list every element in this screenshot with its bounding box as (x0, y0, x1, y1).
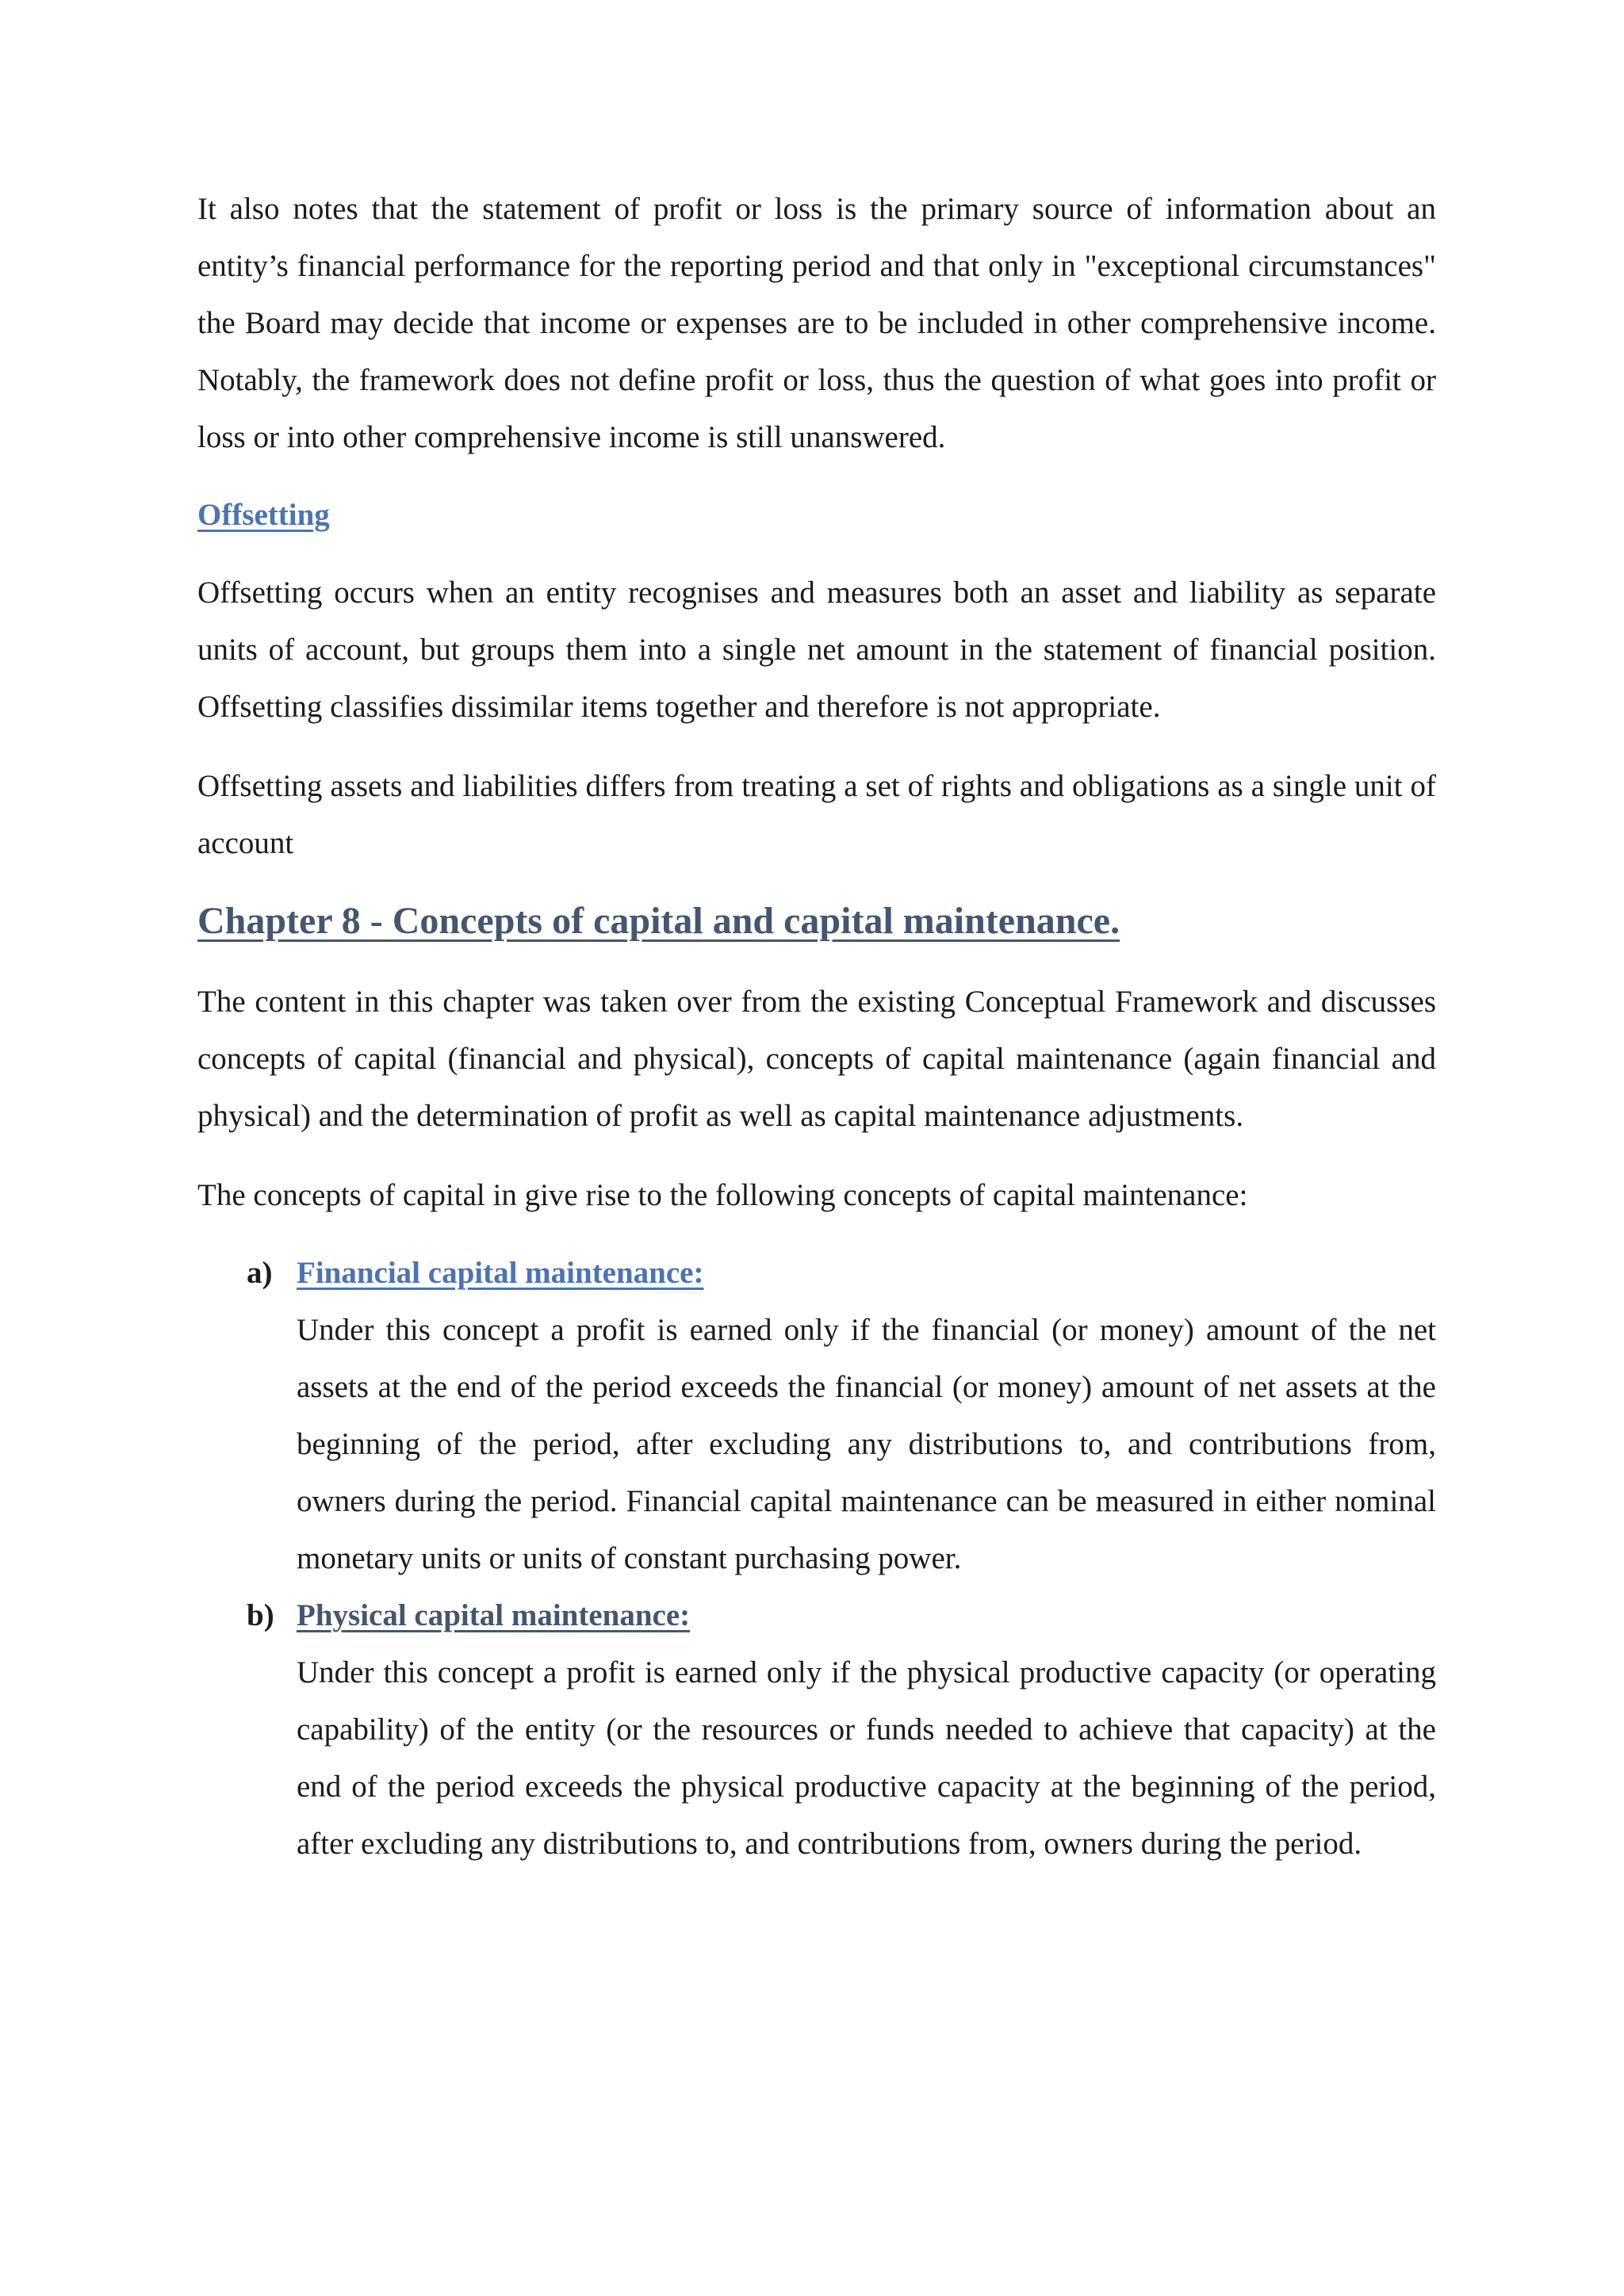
financial-capital-heading: Financial capital maintenance: (297, 1256, 704, 1290)
offsetting-paragraph-1: Offsetting occurs when an entity recognises and measures both an asset and liability as separate units of account, but groups them into a single net amount in the statement of financial position. Offsetting classifies dissimilar items together and therefore is not appropriate. (197, 576, 1436, 724)
list-marker-a: a) (247, 1256, 273, 1290)
chapter-paragraph-1: The content in this chapter was taken over from the existing Conceptual Framework and discusses concepts of capital (financial and physical), concepts of capital maintenance (again financial and physical) and the determination of profit as well as capital maintenance adjustments. (197, 985, 1436, 1133)
offsetting-paragraph-2: Offsetting assets and liabilities differs from treating a set of rights and obligations as a single unit of account (197, 769, 1436, 860)
list-item-physical (247, 1587, 1436, 1873)
list-marker-b: b) (247, 1598, 274, 1632)
intro-paragraph: It also notes that the statement of profit or loss is the primary source of information about an entity’s financial performance for the reporting period and that only in "exceptional circumstances" the Board may decide that income or expenses are to be included in other comprehensive income. Notably, the framework does not define profit or loss, thus the question of what goes into profit or loss or into other comprehensive income is still unanswered. (197, 192, 1436, 454)
chapter-paragraph-2: The concepts of capital in give rise to the following concepts of capital maintenance: (197, 1178, 1248, 1212)
offsetting-heading: Offsetting (197, 498, 330, 532)
chapter-8-heading: Chapter 8 - Concepts of capital and capital maintenance. (197, 900, 1120, 942)
physical-capital-heading: Physical capital maintenance: (297, 1598, 691, 1632)
financial-capital-body: Under this concept a profit is earned only if the financial (or money) amount of the net assets at the end of the period exceeds the financial (or money) amount of net assets at the beginning of the period, after excluding any distributions to, and contributions from, owners during the period. Financial capital maintenance can be measured in either nominal monetary units or units of constant purchasing power. (297, 1313, 1436, 1575)
document-page (197, 181, 1436, 1873)
physical-capital-body: Under this concept a profit is earned only if the physical productive capacity (or operating capability) of the entity (or the resources or funds needed to achieve that capacity) at the end of the period exceeds the physical productive capacity at the beginning of the period, after excluding any distributions to, and contributions from, owners during the period. (297, 1655, 1436, 1861)
list-item-financial (247, 1245, 1436, 1587)
capital-maintenance-list (197, 1245, 1436, 1873)
